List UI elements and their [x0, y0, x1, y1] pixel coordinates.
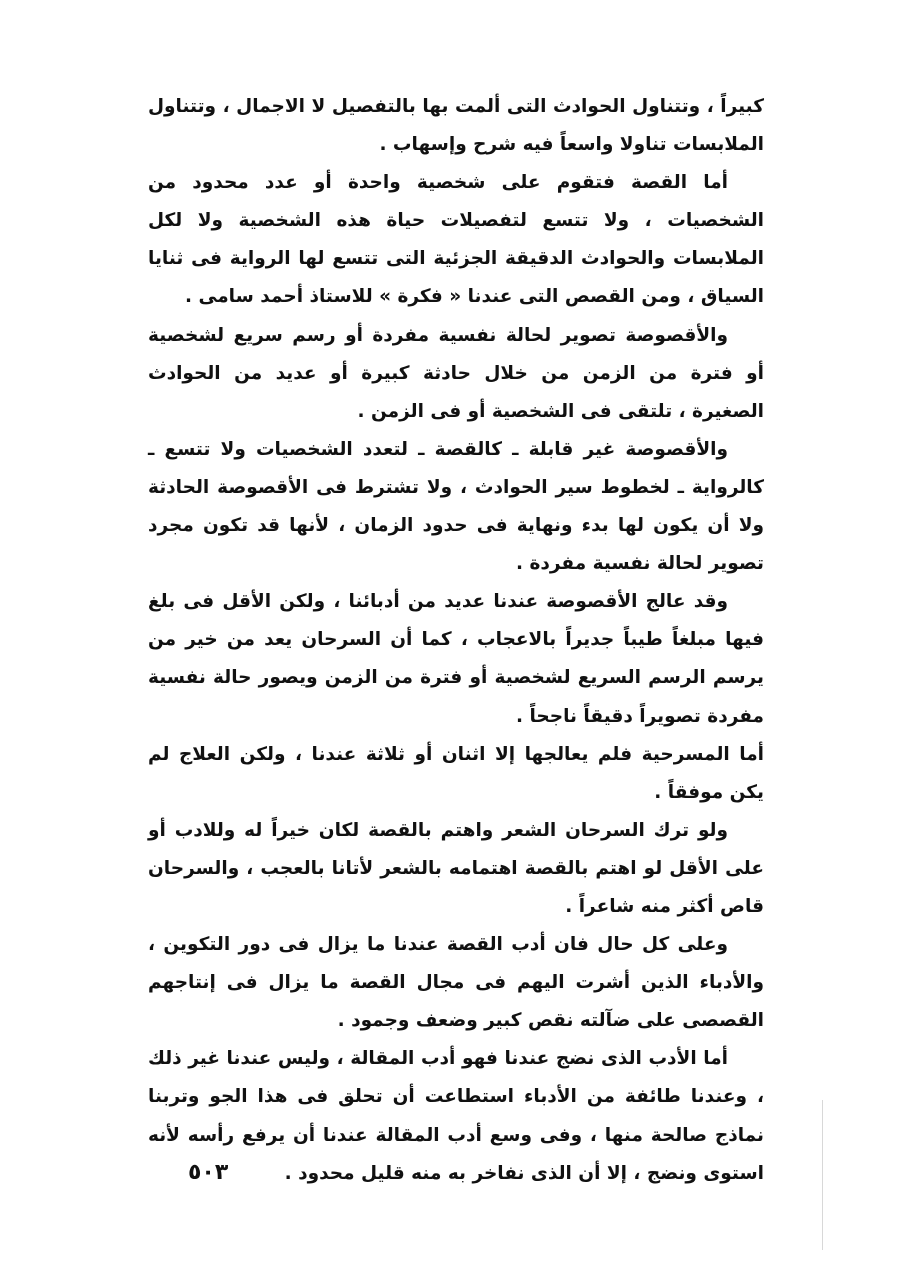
paragraph-5: وقد عالج الأقصوصة عندنا عديد من أدبائنا ، ولكن الأقل فى بلغ فيها مبلغاً طيباً جديراً بالاعجاب ، كما أن السرحان يعد من خير من يرسم الرسم السريع لشخصية أو فترة من الزمن ويصور حالة نفسية مفردة تصويراً دقيقاً ناجحاً .: [148, 591, 764, 727]
body-text: [148, 88, 764, 1193]
paragraph-6: أما المسرحية فلم يعالجها إلا اثنان أو ثلاثة عندنا ، ولكن العلاج لم يكن موفقاً .: [148, 743, 764, 803]
paragraph-2: أما القصة فتقوم على شخصية واحدة أو عدد محدود من الشخصيات ، ولا تتسع لتفصيلات حياة هذه الشخصية ولا لكل الملابسات والحوادث الدقيقة الجزئية التى تتسع لها الرواية فى ثنايا السياق ، ومن القصص التى عندنا « فكرة » للاستاذ أحمد سامى .: [148, 172, 764, 308]
page-number: ٥٠٣: [188, 1160, 229, 1185]
paragraph-8: وعلى كل حال فان أدب القصة عندنا ما يزال فى دور التكوين ، والأدباء الذين أشرت اليهم فى مجال القصة ما يزال فى إنتاجهم القصصى على ضآلته نقص كبير وضعف وجمود .: [148, 934, 764, 1032]
paragraph-3: والأقصوصة تصوير لحالة نفسية مفردة أو رسم سريع لشخصية أو فترة من الزمن من خلال حادثة كبيرة أو عديد من الحوادث الصغيرة ، تلتقى فى الشخصية أو فى الزمن .: [148, 324, 764, 422]
paragraph-9: أما الأدب الذى نضج عندنا فهو أدب المقالة ، وليس عندنا غير ذلك ، وعندنا طائفة من الأدباء استطاعت أن تحلق فى هذا الجو وتربنا نماذج صالحة منها ، وفى وسع أدب المقالة عندنا أن يرفع رأسه لأنه استوى ونضج ، إلا أن الذى نفاخر به منه قليل محدود .: [148, 1048, 764, 1184]
paragraph-4: والأقصوصة غير قابلة ـ كالقصة ـ لتعدد الشخصيات ولا تتسع ـ كالرواية ـ لخطوط سير الحوادث ، ولا تشترط فى الأقصوصة الحادثة ولا أن يكون لها بدء ونهاية فى حدود الزمان ، لأنها قد تكون مجرد تصوير لحالة نفسية مفردة .: [148, 438, 764, 575]
paragraph-1: كبيراً ، وتتناول الحوادث التى ألمت بها بالتفصيل لا الاجمال ، وتتناول الملابسات تناولا واسعاً فيه شرح وإسهاب .: [148, 96, 764, 156]
paragraph-7: ولو ترك السرحان الشعر واهتم بالقصة لكان خيراً له وللادب أو على الأقل لو اهتم بالقصة اهتمامه بالشعر لأتانا بالعجب ، والسرحان قاص أكثر منه شاعراً .: [148, 819, 764, 917]
scan-edge-divider: [822, 1100, 823, 1250]
